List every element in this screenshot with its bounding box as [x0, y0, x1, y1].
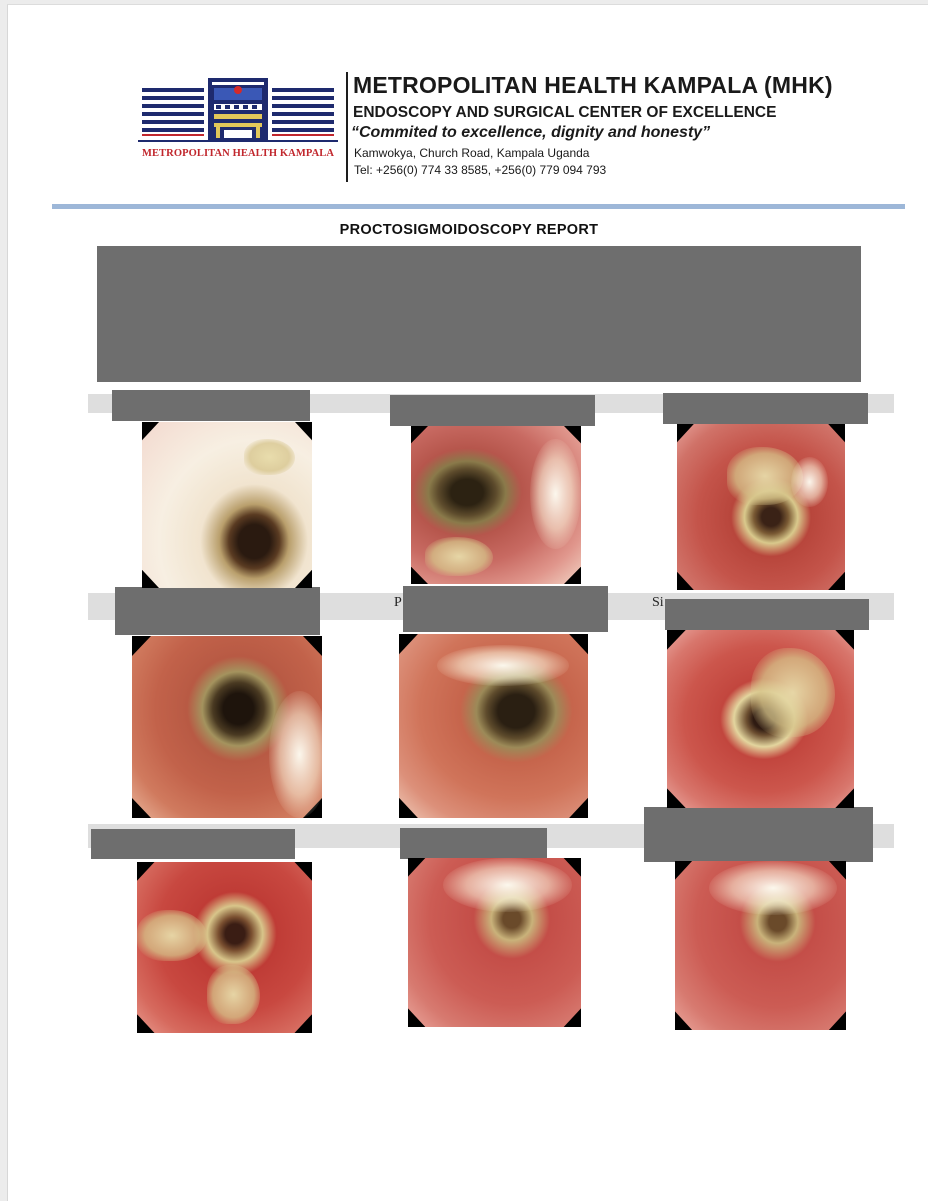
endoscopy-image-1	[142, 422, 312, 588]
organization-motto: “Commited to excellence, dignity and honesty”	[351, 124, 711, 141]
caption-redaction-2	[390, 395, 595, 426]
caption-redaction-1	[112, 390, 310, 421]
endoscopy-image-3	[677, 424, 845, 590]
endoscopy-image-9	[675, 861, 846, 1030]
caption-redaction-9	[644, 807, 873, 862]
patient-details-redaction	[97, 246, 861, 382]
logo-caption: METROPOLITAN HEALTH KAMPALA	[141, 148, 335, 159]
organization-telephone: Tel: +256(0) 774 33 8585, +256(0) 779 094 793	[354, 163, 607, 177]
report-title: PROCTOSIGMOIDOSCOPY REPORT	[339, 222, 599, 238]
organization-name: METROPOLITAN HEALTH KAMPALA (MHK)	[353, 72, 833, 98]
endoscopy-image-5	[399, 634, 588, 818]
endoscopy-image-8	[408, 858, 581, 1027]
caption-redaction-3	[663, 393, 868, 424]
endoscopy-image-2	[411, 426, 581, 584]
header-divider	[346, 72, 348, 182]
header-rule	[52, 204, 905, 209]
caption-stub-6: Si	[652, 595, 664, 610]
caption-stub-5: P	[394, 595, 402, 610]
endoscopy-image-6	[667, 630, 854, 808]
caption-redaction-4	[115, 587, 320, 635]
endoscopy-image-4	[132, 636, 322, 818]
caption-redaction-7	[91, 829, 295, 859]
caption-redaction-6	[665, 599, 869, 630]
caption-redaction-8	[400, 828, 547, 859]
caption-redaction-5	[403, 586, 608, 632]
organization-subtitle: ENDOSCOPY AND SURGICAL CENTER OF EXCELLENCE	[353, 104, 777, 121]
organization-address: Kamwokya, Church Road, Kampala Uganda	[354, 146, 590, 160]
endoscopy-image-7	[137, 862, 312, 1033]
